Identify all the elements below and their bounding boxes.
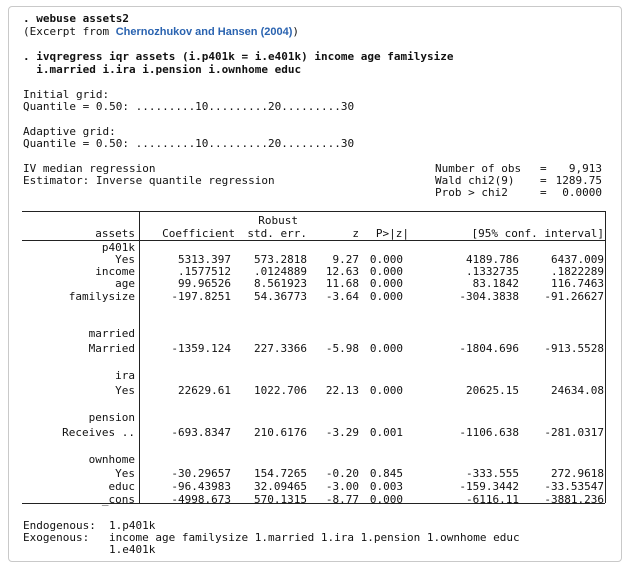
ci-header: [95% conf. interval] [471, 227, 604, 240]
cell-se: 227.3366 [254, 342, 307, 355]
cell-se: 32.09465 [254, 480, 307, 493]
cell-hi: -3881.236 [544, 493, 604, 506]
row-label: Receives .. [62, 426, 135, 439]
factor-group-label: married [88, 327, 135, 340]
cell-lo: -159.3442 [459, 480, 519, 493]
row-label: Yes [115, 384, 135, 397]
cell-hi: -33.53547 [544, 480, 604, 493]
cell-z: 11.68 [325, 277, 359, 290]
z-header: z [352, 227, 359, 240]
cell-hi: 116.7463 [551, 277, 604, 290]
regression-table [9, 7, 621, 561]
cell-z: -3.64 [325, 290, 359, 303]
excerpt-suffix: ) [292, 25, 299, 38]
cell-z: 12.63 [325, 265, 359, 278]
cell-lo: -333.555 [466, 467, 519, 480]
cell-se: 1022.706 [254, 384, 307, 397]
cell-coef: 99.96526 [178, 277, 231, 290]
cell-p: 0.003 [369, 480, 403, 493]
regression-title: IV median regression [23, 162, 156, 175]
row-label: income [95, 265, 135, 278]
cell-p: 0.000 [369, 265, 403, 278]
depvar-header: assets [95, 227, 135, 240]
cell-hi: -281.0317 [544, 426, 604, 439]
row-label: educ [108, 480, 135, 493]
cell-hi: -91.26627 [544, 290, 604, 303]
cell-p: 0.000 [369, 277, 403, 290]
cell-lo: -1804.696 [459, 342, 519, 355]
coef-header: Coefficient [162, 227, 235, 240]
row-label: age [115, 277, 135, 290]
excerpt-prefix: (Excerpt from [23, 25, 116, 38]
cell-hi: 24634.08 [551, 384, 604, 397]
row-label: familysize [68, 290, 135, 303]
command-ivqregress-line1: . ivqregress iqr assets (i.p401k = i.e401k) income age familysize [23, 50, 454, 63]
cell-z: -0.20 [325, 467, 359, 480]
cell-hi: 272.9618 [551, 467, 604, 480]
citation-link[interactable]: Chernozhukov and Hansen (2004) [115, 26, 293, 38]
estimator-line: Estimator: Inverse quantile regression [23, 174, 275, 187]
exogenous-vars-line2: 1.e401k [109, 543, 156, 556]
cell-coef: 22629.61 [178, 384, 231, 397]
nobs-value: 9,913 [568, 162, 602, 175]
cell-lo: 83.1842 [472, 277, 519, 290]
row-label: Married [88, 342, 135, 355]
cell-lo: 20625.15 [466, 384, 519, 397]
cell-lo: 4189.786 [466, 253, 519, 266]
nobs-label: Number of obs [435, 162, 522, 175]
cell-se: 570.1315 [254, 493, 307, 506]
output-panel [8, 6, 622, 562]
cell-hi: .1822289 [551, 265, 604, 278]
cell-se: 573.2818 [254, 253, 307, 266]
cell-coef: -197.8251 [171, 290, 231, 303]
cell-p: 0.001 [369, 426, 403, 439]
cell-z: -3.29 [325, 426, 359, 439]
factor-group-label: pension [88, 411, 135, 424]
cell-z: -3.00 [325, 480, 359, 493]
prob-value: 0.0000 [562, 186, 602, 199]
cell-coef: -693.8347 [171, 426, 231, 439]
nobs-eq: = [540, 162, 547, 175]
robust-header: Robust [258, 214, 298, 227]
initial-grid-label: Initial grid: [23, 88, 110, 101]
cell-z: -5.98 [325, 342, 359, 355]
pvalue-header: P>|z| [375, 227, 409, 240]
row-label: _cons [101, 493, 135, 506]
cell-coef: 5313.397 [178, 253, 231, 266]
cell-p: 0.000 [369, 290, 403, 303]
table-top-rule [22, 211, 605, 212]
row-label: Yes [115, 467, 135, 480]
table-right-border [605, 211, 606, 503]
wald-label: Wald chi2(9) [435, 174, 515, 187]
cell-se: .0124889 [254, 265, 307, 278]
factor-group-label: ira [115, 369, 135, 382]
wald-eq: = [540, 174, 547, 187]
cell-lo: .1332735 [466, 265, 519, 278]
se-header: std. err. [247, 227, 307, 240]
cell-se: 8.561923 [254, 277, 307, 290]
cell-p: 0.845 [369, 467, 403, 480]
cell-se: 54.36773 [254, 290, 307, 303]
cell-z: -8.77 [325, 493, 359, 506]
exogenous-vars-line1: income age familysize 1.married 1.ira 1.pension 1.ownhome educ [109, 531, 520, 544]
cell-p: 0.000 [369, 493, 403, 506]
row-label: Yes [115, 253, 135, 266]
prob-eq: = [540, 186, 547, 199]
cell-lo: -304.3838 [459, 290, 519, 303]
cell-coef: -96.43983 [171, 480, 231, 493]
cell-coef: .1577512 [178, 265, 231, 278]
cell-hi: 6437.009 [551, 253, 604, 266]
table-bottom-rule [22, 503, 605, 504]
adaptive-grid-label: Adaptive grid: [23, 125, 116, 138]
command-ivqregress-line2: i.married i.ira i.pension i.ownhome educ [23, 63, 302, 76]
endogenous-label: Endogenous: [23, 519, 96, 532]
cell-p: 0.000 [369, 384, 403, 397]
cell-z: 9.27 [332, 253, 359, 266]
cell-se: 210.6176 [254, 426, 307, 439]
cell-p: 0.000 [369, 342, 403, 355]
cell-coef: -1359.124 [171, 342, 231, 355]
cell-se: 154.7265 [254, 467, 307, 480]
prob-label: Prob > chi2 [435, 186, 508, 199]
cell-hi: -913.5528 [544, 342, 604, 355]
wald-value: 1289.75 [555, 174, 602, 187]
command-webuse: . webuse assets2 [23, 12, 129, 25]
cell-lo: -1106.638 [459, 426, 519, 439]
exogenous-label: Exogenous: [23, 531, 90, 544]
factor-group-label: p401k [101, 241, 135, 254]
adaptive-grid-progress: Quantile = 0.50: .........10.........20.........30 [23, 137, 355, 150]
cell-lo: -6116.11 [466, 493, 519, 506]
cell-coef: -30.29657 [171, 467, 231, 480]
factor-group-label: ownhome [88, 453, 135, 466]
cell-p: 0.000 [369, 253, 403, 266]
initial-grid-progress: Quantile = 0.50: .........10.........20.........30 [23, 100, 355, 113]
cell-coef: -4998.673 [171, 493, 231, 506]
cell-z: 22.13 [325, 384, 359, 397]
endogenous-vars: 1.p401k [109, 519, 156, 532]
